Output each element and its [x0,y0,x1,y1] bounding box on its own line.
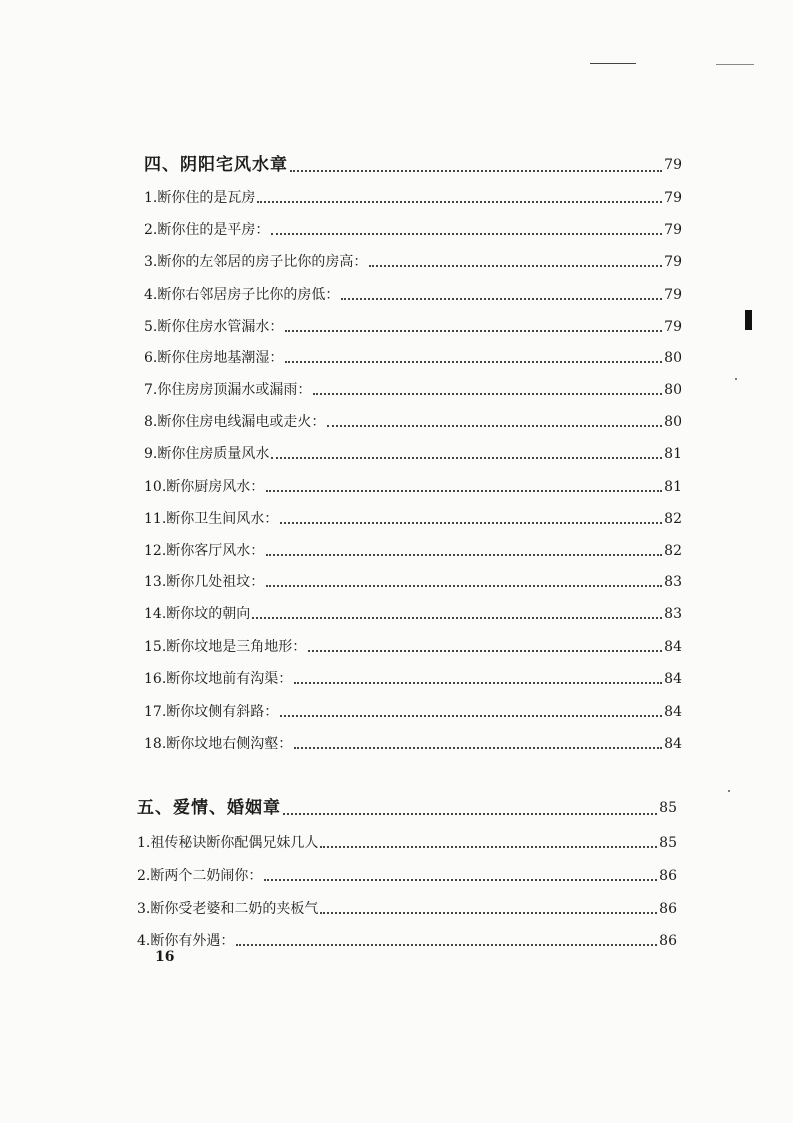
page-ref: 83 [664,574,682,590]
entry-title: 7.你住房房顶漏水或漏雨： [144,382,312,398]
toc-entry [144,573,682,591]
page-ref: 82 [664,543,682,559]
dot-leader [271,232,662,235]
entry-title: 4.断你右邻居房子比你的房低： [144,287,340,303]
toc-entry [137,932,677,950]
toc-entry [144,349,682,367]
page-ref: 84 [664,671,682,687]
entry-title: 10.断你厨房风水： [144,479,265,495]
toc-entry [144,253,682,271]
entry-title: 9.断你住房质量风水 [144,446,270,462]
scan-mark [745,310,752,330]
scan-speck [735,378,737,380]
dot-leader [327,424,662,427]
page-ref: 79 [664,222,682,238]
dot-leader [236,943,657,946]
toc-entry [137,867,677,885]
dot-leader [313,392,662,395]
dot-leader [369,264,662,267]
entry-title: 16.断你坟地前有沟渠： [144,671,293,687]
section-title: 五、爱情、婚姻章 [137,798,281,818]
toc-entry [144,189,682,207]
dot-leader [283,812,657,815]
toc-entry [144,381,682,399]
dot-leader [285,360,662,363]
page-ref: 79 [664,254,682,270]
page-ref: 84 [664,704,682,720]
entry-title: 1.祖传秘诀断你配偶兄妹几人 [137,835,319,851]
page-ref: 81 [664,479,682,495]
toc-entry [144,542,682,560]
page-ref: 79 [664,190,682,206]
entry-title: 17.断你坟侧有斜路： [144,704,279,720]
page-ref: 86 [659,933,677,949]
dot-leader [257,200,662,203]
entry-title: 2.断两个二奶闹你： [137,868,263,884]
page-ref: 79 [664,287,682,303]
toc-entry [137,900,677,918]
scan-line [716,64,754,65]
entry-title: 8.断你住房电线漏电或走火： [144,414,326,430]
page-ref: 82 [664,511,682,527]
dot-leader [294,746,662,749]
dot-leader [271,456,662,459]
entry-title: 4.断你有外遇： [137,933,235,949]
toc-entry [144,318,682,336]
page-ref: 80 [664,382,682,398]
entry-title: 18.断你坟地右侧沟壑： [144,736,293,752]
dot-leader [285,329,662,332]
toc-entry [144,735,682,753]
toc-entry [144,221,682,239]
entry-title: 2.断你住的是平房： [144,222,270,238]
entry-title: 14.断你坟的朝向 [144,606,251,622]
scan-line [590,63,636,64]
page-number: 16 [155,949,175,965]
entry-title: 5.断你住房水管漏水： [144,319,284,335]
toc-entry [144,638,682,656]
page-ref: 79 [664,157,682,173]
dot-leader [294,681,662,684]
dot-leader [320,845,657,848]
dot-leader [290,169,662,172]
toc-entry [144,670,682,688]
entry-title: 15.断你坟地是三角地形： [144,639,307,655]
toc-entry [144,478,682,496]
section-title: 四、阴阳宅风水章 [144,155,288,175]
entry-title: 11.断你卫生间风水： [144,511,279,527]
toc-section-heading [144,154,682,176]
dot-leader [308,649,662,652]
dot-leader [264,878,657,881]
entry-title: 1.断你住的是瓦房 [144,190,256,206]
dot-leader [266,489,662,492]
toc-entry [137,834,677,852]
page-ref: 85 [659,800,677,816]
dot-leader [320,911,657,914]
dot-leader [266,584,662,587]
toc-entry [144,605,682,623]
dot-leader [252,616,662,619]
page-ref: 85 [659,835,677,851]
toc-entry [144,413,682,431]
toc-entry [144,445,682,463]
entry-title: 3.断你的左邻居的房子比你的房高： [144,254,368,270]
entry-title: 3.断你受老婆和二奶的夹板气 [137,901,319,917]
scan-speck [728,790,730,792]
dot-leader [280,521,662,524]
page-ref: 79 [664,319,682,335]
page-ref: 81 [664,446,682,462]
dot-leader [341,297,662,300]
page-ref: 80 [664,414,682,430]
toc-entry [144,703,682,721]
page-ref: 83 [664,606,682,622]
page-ref: 84 [664,736,682,752]
page-ref: 84 [664,639,682,655]
toc-entry [144,286,682,304]
page-ref: 86 [659,901,677,917]
dot-leader [266,553,662,556]
entry-title: 12.断你客厅风水： [144,543,265,559]
page-ref: 86 [659,868,677,884]
entry-title: 13.断你几处祖坟： [144,574,265,590]
toc-section-heading [137,797,677,819]
entry-title: 6.断你住房地基潮湿： [144,350,284,366]
dot-leader [280,714,662,717]
page-ref: 80 [664,350,682,366]
toc-entry [144,510,682,528]
